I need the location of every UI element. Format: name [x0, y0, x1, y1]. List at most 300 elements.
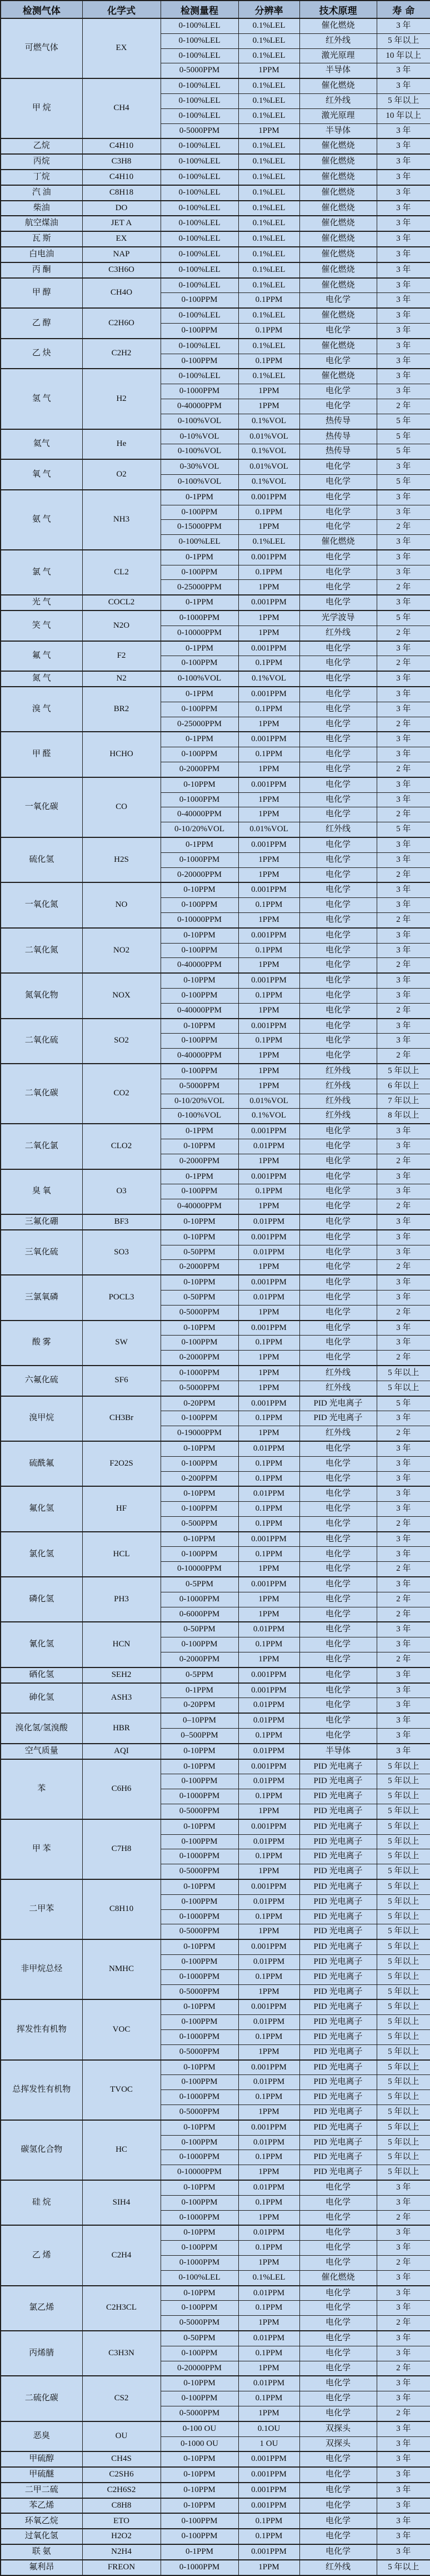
- range-cell: 0-100%VOL: [161, 671, 238, 687]
- table-row: [1, 611, 430, 626]
- resolution-cell: 1PPM: [238, 626, 299, 641]
- principle-cell: 电化学: [299, 565, 377, 580]
- range-cell: 0-100PPM: [161, 565, 238, 580]
- range-cell: 0-100PPM: [161, 989, 238, 1004]
- principle-cell: 催化燃烧: [299, 339, 377, 354]
- gas-name-cell: 乙 烯: [1, 2225, 82, 2285]
- gas-name-cell: 酸 雾: [1, 1321, 82, 1366]
- range-cell: 0-100PPM: [161, 505, 238, 520]
- formula-cell: TVOC: [82, 2060, 161, 2120]
- range-cell: 0-10PPM: [161, 2225, 238, 2240]
- gas-name-cell: 瓦 斯: [1, 231, 82, 247]
- lifespan-cell: 5 年: [377, 474, 430, 489]
- range-cell: 0-10PPM: [161, 2286, 238, 2301]
- table-row: [1, 2060, 430, 2075]
- table-row: [1, 550, 430, 565]
- gas-name-cell: 氟利昂: [1, 2560, 82, 2575]
- resolution-cell: 1PPM: [238, 2316, 299, 2331]
- resolution-cell: 0.01PPM: [238, 1744, 299, 1759]
- gas-name-cell: 甲 醛: [1, 732, 82, 777]
- principle-cell: 红外线: [299, 1109, 377, 1124]
- principle-cell: 电化学: [299, 1592, 377, 1607]
- formula-cell: ETO: [82, 2513, 161, 2529]
- principle-cell: 催化燃烧: [299, 138, 377, 154]
- table-row: [1, 138, 430, 154]
- lifespan-cell: 2 年: [377, 626, 430, 641]
- table-row: [1, 18, 430, 33]
- lifespan-cell: 3 年: [377, 2498, 430, 2514]
- principle-cell: 电化学: [299, 717, 377, 732]
- lifespan-cell: 3 年: [377, 792, 430, 807]
- range-cell: 0-10PPM: [161, 1939, 238, 1954]
- resolution-cell: 0.1PPM: [238, 2090, 299, 2105]
- lifespan-cell: 3 年: [377, 2241, 430, 2256]
- lifespan-cell: 3 年: [377, 2286, 430, 2301]
- resolution-cell: 1PPM: [238, 384, 299, 399]
- lifespan-cell: 3 年: [377, 63, 430, 78]
- principle-cell: 电化学: [299, 595, 377, 611]
- principle-cell: 催化燃烧: [299, 247, 377, 262]
- lifespan-cell: 2 年: [377, 2406, 430, 2421]
- principle-cell: 电化学: [299, 747, 377, 762]
- resolution-cell: 1PPM: [238, 2255, 299, 2270]
- resolution-cell: 1PPM: [238, 2560, 299, 2575]
- resolution-cell: 0.001PPM: [238, 777, 299, 792]
- lifespan-cell: 3 年: [377, 2270, 430, 2285]
- range-cell: 0-100PPM: [161, 702, 238, 717]
- lifespan-cell: 3 年: [377, 1667, 430, 1683]
- range-cell: 0-10PPM: [161, 1759, 238, 1774]
- principle-cell: 电化学: [299, 293, 377, 308]
- resolution-cell: 0.1PPM: [238, 898, 299, 913]
- table-row: [1, 1366, 430, 1381]
- range-cell: 0-100PPM: [161, 293, 238, 308]
- lifespan-cell: 3 年: [377, 123, 430, 138]
- table-row: [1, 1819, 430, 1834]
- formula-cell: DO: [82, 201, 161, 216]
- resolution-cell: 0.1PPM: [238, 1789, 299, 1804]
- resolution-cell: 1PPM: [238, 2361, 299, 2376]
- lifespan-cell: 3 年: [377, 2180, 430, 2195]
- principle-cell: 双探头: [299, 2436, 377, 2451]
- lifespan-cell: 5 年以上: [377, 1381, 430, 1396]
- principle-cell: 电化学: [299, 1260, 377, 1275]
- table-row: [1, 247, 430, 262]
- formula-cell: CO2: [82, 1064, 161, 1124]
- principle-cell: 电化学: [299, 2361, 377, 2376]
- lifespan-cell: 2 年: [377, 1426, 430, 1441]
- resolution-cell: 0.1%LEL: [238, 2270, 299, 2285]
- formula-cell: N2: [82, 671, 161, 687]
- principle-cell: 电化学: [299, 2241, 377, 2256]
- lifespan-cell: 10 年以上: [377, 48, 430, 63]
- resolution-cell: 0.1PPM: [238, 989, 299, 1004]
- formula-cell: O3: [82, 1169, 161, 1214]
- resolution-cell: 0.01PPM: [238, 1290, 299, 1305]
- gas-name-cell: 氮氧化物: [1, 973, 82, 1018]
- principle-cell: 电化学: [299, 1049, 377, 1064]
- principle-cell: 电化学: [299, 1214, 377, 1230]
- range-cell: 0-20000PPM: [161, 867, 238, 882]
- resolution-cell: 0.001PPM: [238, 1667, 299, 1683]
- range-cell: 0-100PPM: [161, 2346, 238, 2361]
- principle-cell: 电化学: [299, 2483, 377, 2498]
- resolution-cell: 1PPM: [238, 520, 299, 535]
- resolution-cell: 0.1PPM: [238, 1184, 299, 1199]
- gas-name-cell: 二氧化氮: [1, 928, 82, 973]
- range-cell: 0-1PPM: [161, 732, 238, 747]
- formula-cell: C6H6: [82, 1759, 161, 1819]
- range-cell: 0-10PPM: [161, 2060, 238, 2075]
- table-row: [1, 154, 430, 170]
- resolution-cell: 0.001PPM: [238, 2467, 299, 2483]
- principle-cell: 电化学: [299, 1169, 377, 1184]
- principle-cell: PID 光电离子: [299, 1894, 377, 1909]
- principle-cell: PID 光电离子: [299, 1924, 377, 1939]
- resolution-cell: 0.001PPM: [238, 1396, 299, 1411]
- principle-cell: 电化学: [299, 973, 377, 988]
- resolution-cell: 1PPM: [238, 2406, 299, 2421]
- lifespan-cell: 3 年: [377, 1637, 430, 1652]
- lifespan-cell: 5 年以上: [377, 2165, 430, 2180]
- table-row: [1, 1744, 430, 1759]
- lifespan-cell: 5 年以上: [377, 1894, 430, 1909]
- principle-cell: PID 光电离子: [299, 2044, 377, 2059]
- principle-cell: PID 光电离子: [299, 1909, 377, 1924]
- range-cell: 0-100PPM: [161, 1834, 238, 1849]
- range-cell: 0-10PPM: [161, 1879, 238, 1894]
- lifespan-cell: 3 年: [377, 262, 430, 278]
- gas-name-cell: 可燃气体: [1, 18, 82, 78]
- principle-cell: 电化学: [299, 2406, 377, 2421]
- principle-cell: 电化学: [299, 989, 377, 1004]
- principle-cell: 电化学: [299, 1305, 377, 1320]
- principle-cell: PID 光电离子: [299, 1411, 377, 1426]
- principle-cell: 电化学: [299, 2331, 377, 2346]
- range-cell: 0-5PPM: [161, 1577, 238, 1592]
- resolution-cell: 0.01%VOL: [238, 459, 299, 474]
- table-row: [1, 2286, 430, 2301]
- table-row: [1, 1124, 430, 1139]
- principle-cell: 电化学: [299, 505, 377, 520]
- resolution-cell: 1PPM: [238, 1592, 299, 1607]
- lifespan-cell: 3 年: [377, 505, 430, 520]
- range-cell: 0-25000PPM: [161, 717, 238, 732]
- gas-name-cell: 溴甲烷: [1, 1396, 82, 1441]
- resolution-cell: 0.01PPM: [238, 2180, 299, 2195]
- resolution-cell: 0.001PPM: [238, 1275, 299, 1290]
- resolution-cell: 0.1%VOL: [238, 414, 299, 429]
- principle-cell: PID 光电离子: [299, 2029, 377, 2044]
- principle-cell: PID 光电离子: [299, 2090, 377, 2105]
- resolution-cell: 0.1%VOL: [238, 671, 299, 687]
- principle-cell: 半导体: [299, 1744, 377, 1759]
- lifespan-cell: 3 年: [377, 247, 430, 262]
- resolution-cell: 0.01PPM: [238, 1955, 299, 1970]
- table-row: [1, 459, 430, 474]
- range-cell: 0-1PPM: [161, 837, 238, 852]
- principle-cell: PID 光电离子: [299, 2150, 377, 2165]
- range-cell: 0-10000PPM: [161, 2165, 238, 2180]
- formula-cell: CH4O: [82, 278, 161, 309]
- resolution-cell: 1PPM: [238, 63, 299, 78]
- gas-name-cell: 二硫化碳: [1, 2376, 82, 2421]
- range-cell: 0-1PPM: [161, 1683, 238, 1698]
- resolution-cell: 0.1%LEL: [238, 308, 299, 323]
- formula-cell: C8H8: [82, 2498, 161, 2514]
- principle-cell: 催化燃烧: [299, 2270, 377, 2285]
- lifespan-cell: 3 年: [377, 384, 430, 399]
- resolution-cell: 0.1PPM: [238, 2150, 299, 2165]
- lifespan-cell: 2 年: [377, 1260, 430, 1275]
- resolution-cell: 0.001PPM: [238, 1879, 299, 1894]
- range-cell: 0-1000 OU: [161, 2436, 238, 2451]
- range-cell: 0-10PPM: [161, 1999, 238, 2014]
- resolution-cell: 0.01PPM: [238, 1214, 299, 1230]
- range-cell: 0-100%LEL: [161, 262, 238, 278]
- lifespan-cell: 3 年: [377, 2544, 430, 2560]
- range-cell: 0-100%LEL: [161, 138, 238, 154]
- range-cell: 0-200PPM: [161, 1471, 238, 1486]
- gas-name-cell: 二氧化氯: [1, 1124, 82, 1169]
- principle-cell: 电化学: [299, 1577, 377, 1592]
- gas-name-cell: 二甲二硫: [1, 2483, 82, 2498]
- lifespan-cell: 3 年: [377, 2225, 430, 2240]
- principle-cell: 催化燃烧: [299, 231, 377, 247]
- resolution-cell: 0.1%LEL: [238, 535, 299, 550]
- range-cell: 0-100PPM: [161, 898, 238, 913]
- table-row: [1, 2331, 430, 2346]
- principle-cell: 电化学: [299, 2316, 377, 2331]
- principle-cell: 电化学: [299, 732, 377, 747]
- lifespan-cell: 5 年: [377, 1396, 430, 1411]
- lifespan-cell: 3 年: [377, 943, 430, 958]
- lifespan-cell: 3 年: [377, 2467, 430, 2483]
- header-resolution: 分辨率: [238, 1, 299, 18]
- resolution-cell: 0.1PPM: [238, 656, 299, 671]
- principle-cell: 电化学: [299, 474, 377, 489]
- lifespan-cell: 3 年: [377, 369, 430, 384]
- lifespan-cell: 3 年: [377, 490, 430, 505]
- resolution-cell: 0.001PPM: [238, 641, 299, 656]
- range-cell: 0-100%LEL: [161, 170, 238, 185]
- range-cell: 0-100%LEL: [161, 369, 238, 384]
- table-row: [1, 78, 430, 93]
- lifespan-cell: 3 年: [377, 1124, 430, 1139]
- range-cell: 0-1000PPM: [161, 384, 238, 399]
- formula-cell: SO2: [82, 1019, 161, 1064]
- range-cell: 0-100PPM: [161, 2195, 238, 2210]
- principle-cell: 热传导: [299, 444, 377, 459]
- range-cell: 0-100PPM: [161, 1411, 238, 1426]
- resolution-cell: 1PPM: [238, 123, 299, 138]
- table-row: [1, 1275, 430, 1290]
- lifespan-cell: 3 年: [377, 2529, 430, 2544]
- lifespan-cell: 2 年: [377, 2316, 430, 2331]
- lifespan-cell: 2 年: [377, 1199, 430, 1214]
- lifespan-cell: 5 年以上: [377, 1924, 430, 1939]
- lifespan-cell: 3 年: [377, 2331, 430, 2346]
- lifespan-cell: 3 年: [377, 2436, 430, 2451]
- resolution-cell: 0.01PPM: [238, 1774, 299, 1789]
- gas-name-cell: 碳氢化合物: [1, 2120, 82, 2180]
- range-cell: 0-1PPM: [161, 1124, 238, 1139]
- principle-cell: 催化燃烧: [299, 216, 377, 231]
- lifespan-cell: 3 年: [377, 170, 430, 185]
- resolution-cell: 1PPM: [238, 1305, 299, 1320]
- range-cell: 0-100PPM: [161, 656, 238, 671]
- formula-cell: FREON: [82, 2560, 161, 2575]
- range-cell: 0-2000PPM: [161, 1652, 238, 1667]
- lifespan-cell: 3 年: [377, 1622, 430, 1637]
- resolution-cell: 0.1PPM: [238, 505, 299, 520]
- gas-name-cell: 硅 烷: [1, 2180, 82, 2225]
- range-cell: 0-100%LEL: [161, 535, 238, 550]
- resolution-cell: 0.1PPM: [238, 2513, 299, 2529]
- lifespan-cell: 3 年: [377, 308, 430, 323]
- lifespan-cell: 3 年: [377, 339, 430, 354]
- resolution-cell: 1PPM: [238, 1924, 299, 1939]
- lifespan-cell: 5 年以上: [377, 1804, 430, 1819]
- formula-cell: C3H8: [82, 154, 161, 170]
- range-cell: 0-100%LEL: [161, 216, 238, 231]
- resolution-cell: 0.001PPM: [238, 490, 299, 505]
- formula-cell: H2O2: [82, 2529, 161, 2544]
- lifespan-cell: 3 年: [377, 2346, 430, 2361]
- lifespan-cell: 5 年以上: [377, 1939, 430, 1954]
- formula-cell: AQI: [82, 1744, 161, 1759]
- table-row: [1, 1214, 430, 1230]
- lifespan-cell: 3 年: [377, 1275, 430, 1290]
- lifespan-cell: 2 年: [377, 1652, 430, 1667]
- formula-cell: C2H6O: [82, 308, 161, 339]
- resolution-cell: 0.1%LEL: [238, 18, 299, 33]
- range-cell: 0-100PPM: [161, 2135, 238, 2150]
- resolution-cell: 0.1PPM: [238, 1516, 299, 1531]
- principle-cell: 电化学: [299, 520, 377, 535]
- resolution-cell: 0.1PPM: [238, 943, 299, 958]
- lifespan-cell: 5 年以上: [377, 2015, 430, 2030]
- range-cell: 0-100%LEL: [161, 78, 238, 93]
- resolution-cell: 1PPM: [238, 958, 299, 973]
- range-cell: 0-40000PPM: [161, 958, 238, 973]
- resolution-cell: 0.1PPM: [238, 1502, 299, 1517]
- lifespan-cell: 3 年: [377, 1532, 430, 1547]
- lifespan-cell: 2 年: [377, 807, 430, 822]
- principle-cell: 电化学: [299, 1003, 377, 1018]
- lifespan-cell: 3 年: [377, 1502, 430, 1517]
- lifespan-cell: 3 年: [377, 641, 430, 656]
- principle-cell: 半导体: [299, 123, 377, 138]
- formula-cell: PH3: [82, 1577, 161, 1622]
- lifespan-cell: 3 年: [377, 459, 430, 474]
- range-cell: 0-100%LEL: [161, 247, 238, 262]
- range-cell: 0-10PPM: [161, 2467, 238, 2483]
- range-cell: 0-20PPM: [161, 1698, 238, 1713]
- lifespan-cell: 3 年: [377, 550, 430, 565]
- principle-cell: 电化学: [299, 1290, 377, 1305]
- principle-cell: 电化学: [299, 2301, 377, 2316]
- principle-cell: 电化学: [299, 1652, 377, 1667]
- formula-cell: CS2: [82, 2376, 161, 2421]
- range-cell: 0-10PPM: [161, 777, 238, 792]
- resolution-cell: 0.1PPM: [238, 1471, 299, 1486]
- range-cell: 0-1000PPM: [161, 2150, 238, 2165]
- range-cell: 0-40000PPM: [161, 399, 238, 414]
- gas-name-cell: 非甲烷总烃: [1, 1939, 82, 1999]
- formula-cell: C2H6S2: [82, 2483, 161, 2498]
- formula-cell: NAP: [82, 247, 161, 262]
- resolution-cell: 0.1PPM: [238, 702, 299, 717]
- principle-cell: 电化学: [299, 913, 377, 928]
- table-row: [1, 1577, 430, 1592]
- resolution-cell: 0.001PPM: [238, 928, 299, 943]
- resolution-cell: 0.1%LEL: [238, 93, 299, 108]
- lifespan-cell: 3 年: [377, 2301, 430, 2316]
- gas-name-cell: 丙 酮: [1, 262, 82, 278]
- range-cell: 0-100PPM: [161, 323, 238, 338]
- range-cell: 0-1000PPM: [161, 611, 238, 626]
- range-cell: 0-100PPM: [161, 1955, 238, 1970]
- table-row: [1, 837, 430, 852]
- gas-name-cell: 臭 氧: [1, 1169, 82, 1214]
- lifespan-cell: 3 年: [377, 777, 430, 792]
- formula-cell: JET A: [82, 216, 161, 231]
- formula-cell: C3H3N: [82, 2331, 161, 2376]
- lifespan-cell: 5 年以上: [377, 1984, 430, 1999]
- principle-cell: 电化学: [299, 2210, 377, 2225]
- lifespan-cell: 2 年: [377, 2255, 430, 2270]
- lifespan-cell: 5 年以上: [377, 1999, 430, 2014]
- resolution-cell: 1PPM: [238, 1049, 299, 1064]
- table-row: [1, 339, 430, 354]
- range-cell: 0-1000PPM: [161, 2210, 238, 2225]
- resolution-cell: 0.1PPM: [238, 1456, 299, 1471]
- resolution-cell: 0.001PPM: [238, 2120, 299, 2135]
- lifespan-cell: 2 年: [377, 520, 430, 535]
- range-cell: 0-5000PPM: [161, 2406, 238, 2421]
- range-cell: 0-5000PPM: [161, 1864, 238, 1879]
- resolution-cell: 0.001PPM: [238, 550, 299, 565]
- range-cell: 0-100%LEL: [161, 48, 238, 63]
- lifespan-cell: 2 年: [377, 717, 430, 732]
- formula-cell: O2: [82, 459, 161, 490]
- lifespan-cell: 3 年: [377, 2421, 430, 2436]
- range-cell: 0-10/20%VOL: [161, 822, 238, 837]
- lifespan-cell: 3 年: [377, 973, 430, 988]
- range-cell: 0-100%LEL: [161, 18, 238, 33]
- table-row: [1, 1667, 430, 1683]
- resolution-cell: 0.001PPM: [238, 732, 299, 747]
- range-cell: 0-40000PPM: [161, 807, 238, 822]
- principle-cell: 催化燃烧: [299, 201, 377, 216]
- formula-cell: SW: [82, 1321, 161, 1366]
- range-cell: 0-100%LEL: [161, 108, 238, 123]
- range-cell: 0-5000PPM: [161, 123, 238, 138]
- resolution-cell: 1PPM: [238, 1003, 299, 1018]
- resolution-cell: 0.001PPM: [238, 1939, 299, 1954]
- range-cell: 0-100PPM: [161, 1064, 238, 1079]
- range-cell: 0-100PPM: [161, 2075, 238, 2090]
- formula-cell: EX: [82, 231, 161, 247]
- table-row: [1, 2421, 430, 2436]
- lifespan-cell: 5 年以上: [377, 2105, 430, 2120]
- lifespan-cell: 3 年: [377, 1698, 430, 1713]
- lifespan-cell: 2 年: [377, 958, 430, 973]
- lifespan-cell: 5 年以上: [377, 1969, 430, 1984]
- range-cell: 0-100PPM: [161, 2301, 238, 2316]
- resolution-cell: 0.001PPM: [238, 687, 299, 702]
